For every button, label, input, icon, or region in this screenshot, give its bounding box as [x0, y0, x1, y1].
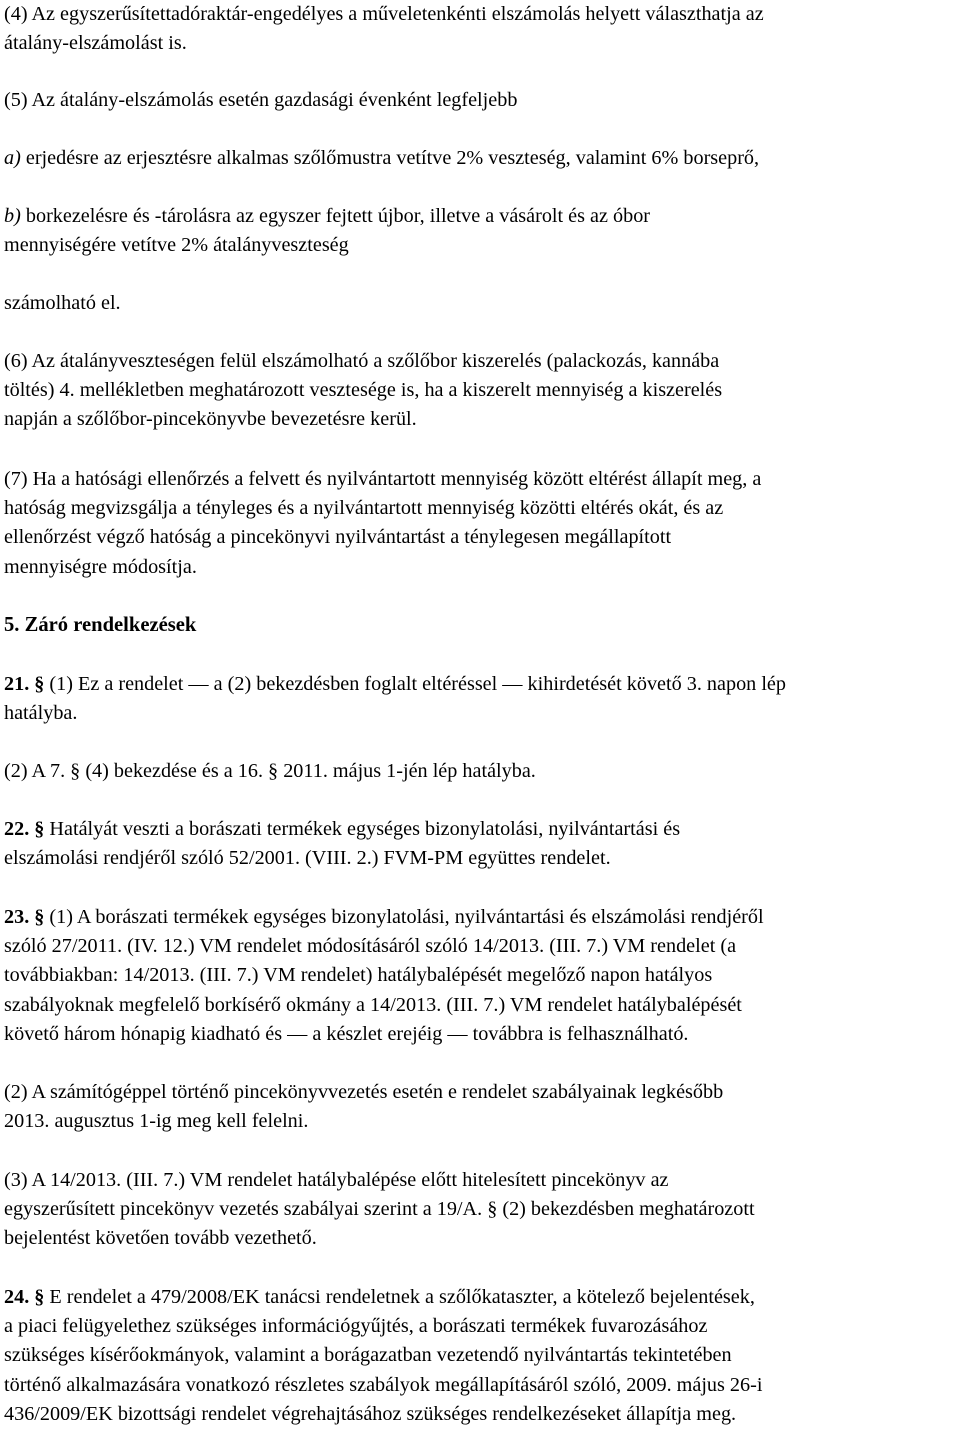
- text-line: (4) Az egyszerűsítettadóraktár-engedélyes a műveletenkénti elszámolás helyett választhatja az: [4, 3, 764, 25]
- text-line: (3) A 14/2013. (III. 7.) VM rendelet hatálybalépése előtt hitelesített pincekönyv az: [4, 1169, 669, 1191]
- section-22: [4, 815, 680, 873]
- text-line: szabályoknak megfelelő borkísérő okmány a 14/2013. (III. 7.) VM rendelet hatálybalépését: [4, 993, 742, 1016]
- text-line: a piaci felügyelethez szükséges információgyűjtés, a borászati termékek fuvarozásához: [4, 1315, 708, 1338]
- text-line: (7) Ha a hatósági ellenőrzés a felvett és nyilvántartott mennyiség között eltérést állapít meg, a: [4, 468, 762, 490]
- section-number: 23.: [4, 906, 30, 928]
- paragraph-5-item-b: [4, 202, 650, 260]
- text-line: követő három hónapig kiadható és — a készlet erejéig — továbbra is felhasználható.: [4, 1022, 689, 1045]
- section-23-paragraph-3: [4, 1166, 755, 1254]
- section-21-paragraph-2: [4, 757, 536, 786]
- text-line: mennyiségre módosítja.: [4, 555, 197, 578]
- text-line: továbbiakban: 14/2013. (III. 7.) VM rendelet) hatálybalépését megelőző napon hatályos: [4, 964, 713, 987]
- text-line: (6) Az átalányveszteségen felül elszámolható a szőlőbor kiszerelés (palackozás, kannába: [4, 350, 720, 372]
- section-23: [4, 903, 764, 1049]
- section-sign: §: [34, 673, 45, 695]
- section-number: 22.: [4, 818, 30, 840]
- section-sign: §: [70, 760, 81, 782]
- text-line: számolható el.: [4, 292, 121, 314]
- text-line: történő alkalmazására vonatkozó részletes szabályok megállapításáról szóló, 2009. május 26-i: [4, 1373, 763, 1396]
- text-segment: E rendelet a 479/2008/EK tanácsi rendeletnek a szőlőkataszter, a kötelező bejelentések,: [44, 1286, 755, 1308]
- section-number: 24.: [4, 1286, 30, 1308]
- paragraph-6: [4, 347, 722, 435]
- section-heading: 5. Záró rendelkezések: [4, 614, 197, 636]
- text-line: szóló 27/2011. (IV. 12.) VM rendelet módosításáról szóló 14/2013. (III. 7.) VM rendelet (a: [4, 935, 737, 958]
- section-21: [4, 670, 786, 728]
- text-line: ellenőrzést végző hatóság a pincekönyvi nyilvántartást a ténylegesen megállapított: [4, 526, 672, 549]
- item-text-b: borkezelésre és -tárolásra az egyszer fejtett újbor, illetve a vásárolt és az óbor: [20, 205, 651, 227]
- section-sign: §: [34, 1286, 45, 1308]
- text-line: napján a szőlőbor-pincekönyvbe bevezetésre kerül.: [4, 408, 417, 431]
- text-line: hatóság megvizsgálja a tényleges és a nyilvántartott mennyiség közötti eltérés okát, és az: [4, 497, 724, 520]
- paragraph-5: [4, 86, 517, 115]
- section-23-paragraph-2: [4, 1078, 723, 1136]
- text-line: mennyiségére vetítve 2% átalányveszteség: [4, 234, 349, 257]
- text-segment: (4) bekezdése és a 16.: [80, 760, 263, 782]
- text-line: 2013. augusztus 1-ig meg kell felelni.: [4, 1110, 309, 1133]
- text-line: (5) Az átalány-elszámolás esetén gazdasági évenként legfeljebb: [4, 89, 518, 111]
- section-sign: §: [487, 1198, 498, 1221]
- text-line: bejelentést követően tovább vezethető.: [4, 1227, 317, 1250]
- paragraph-4: [4, 0, 764, 58]
- section-sign: §: [34, 818, 45, 840]
- paragraph-5-item-a: [4, 144, 759, 173]
- text-segment: (1) A borászati termékek egységes bizonylatolási, nyilvántartási és elszámolási rendjéről: [44, 906, 764, 928]
- section-number: 21.: [4, 673, 30, 695]
- text-line: hatályba.: [4, 702, 78, 725]
- text-segment: (2) A 7.: [4, 760, 66, 782]
- text-segment: egyszerűsített pincekönyv vezetés szabályai szerint a 19/A.: [4, 1198, 483, 1221]
- section-sign: §: [268, 760, 279, 782]
- item-text-a: erjedésre az erjesztésre alkalmas szőlőmustra vetítve 2% veszteség, valamint 6% borseprő,: [20, 147, 760, 169]
- text-line: szükséges kísérőokmányok, valamint a borágazatban vezetendő nyilvántartás tekintetében: [4, 1344, 732, 1367]
- item-label-b: b): [4, 205, 21, 227]
- text-segment: (1) Ez a rendelet — a (2) bekezdésben foglalt eltéréssel — kihirdetését követő 3. napon lép: [44, 673, 786, 695]
- paragraph-5-closing: [4, 289, 121, 318]
- text-segment: (2) bekezdésben meghatározott: [497, 1198, 755, 1221]
- text-segment: töltés) 4.: [4, 379, 75, 402]
- text-segment: mellékletben meghatározott vesztesége is, ha a kiszerelt mennyiség a kiszerelés: [74, 379, 723, 402]
- text-line: (2) A számítógéppel történő pincekönyvvezetés esetén e rendelet szabályainak legkésőbb: [4, 1081, 724, 1103]
- text-segment: Hatályát veszti a borászati termékek egységes bizonylatolási, nyilvántartási és: [44, 818, 681, 840]
- paragraph-7: [4, 465, 761, 582]
- text-line: elszámolási rendjéről szóló 52/2001. (VIII. 2.) FVM-PM együttes rendelet.: [4, 847, 611, 870]
- section-24: [4, 1283, 762, 1429]
- section-sign: §: [34, 906, 45, 928]
- text-line: 436/2009/EK bizottsági rendelet végrehajtásához szükséges rendelkezéseket állapítja meg.: [4, 1402, 737, 1425]
- text-segment: 2011. május 1-jén lép hatályba.: [278, 760, 536, 782]
- text-line: átalány-elszámolást is.: [4, 32, 187, 55]
- item-label-a: a): [4, 147, 21, 169]
